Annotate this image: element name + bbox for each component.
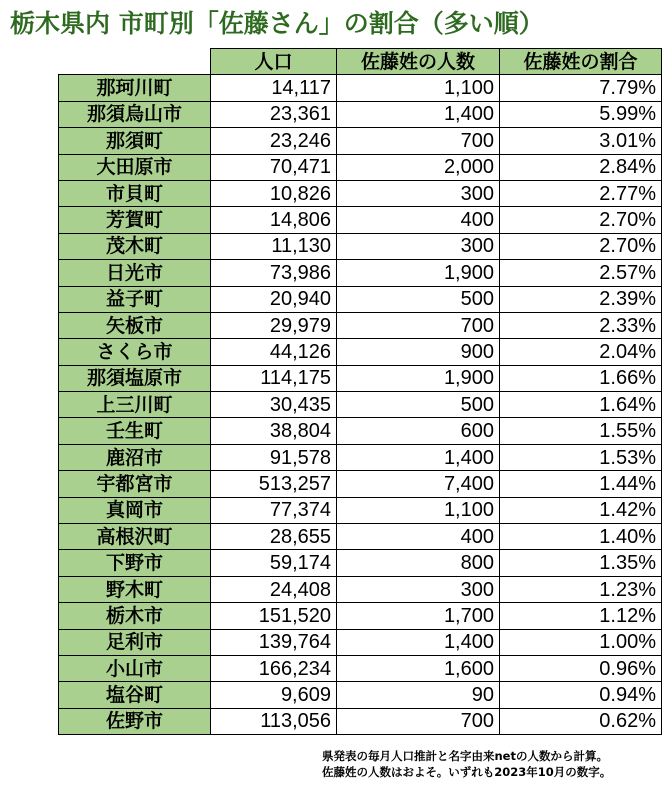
- population-cell: 14,806: [211, 207, 337, 233]
- sato-count-cell: 400: [337, 524, 500, 550]
- population-cell: 23,361: [211, 101, 337, 127]
- sato-count-cell: 600: [337, 418, 500, 444]
- sato-ratio-cell: 1.55%: [500, 418, 662, 444]
- sato-count-cell: 1,700: [337, 603, 500, 629]
- municipality-name: 益子町: [59, 286, 211, 312]
- sato-count-cell: 300: [337, 233, 500, 259]
- municipality-name: 佐野市: [59, 708, 211, 734]
- sato-ratio-cell: 2.33%: [500, 312, 662, 338]
- sato-ratio-cell: 2.77%: [500, 180, 662, 206]
- sato-count-cell: 2,000: [337, 154, 500, 180]
- sato-count-cell: 90: [337, 682, 500, 708]
- sato-ratio-cell: 1.23%: [500, 576, 662, 602]
- sato-ratio-cell: 1.12%: [500, 603, 662, 629]
- sato-count-cell: 1,900: [337, 365, 500, 391]
- sato-ratio-cell: 0.96%: [500, 655, 662, 681]
- municipality-name: 壬生町: [59, 418, 211, 444]
- table-row: [59, 682, 662, 708]
- population-cell: 10,826: [211, 180, 337, 206]
- municipality-name: 足利市: [59, 629, 211, 655]
- table-row: [59, 655, 662, 681]
- sato-count-cell: 700: [337, 128, 500, 154]
- sato-ratio-cell: 2.70%: [500, 233, 662, 259]
- municipality-name: 宇都宮市: [59, 471, 211, 497]
- sato-ratio-cell: 1.40%: [500, 524, 662, 550]
- population-cell: 73,986: [211, 260, 337, 286]
- sato-count-cell: 800: [337, 550, 500, 576]
- sato-ratio-cell: 1.66%: [500, 365, 662, 391]
- municipality-name: 鹿沼市: [59, 444, 211, 470]
- municipality-name: 那須塩原市: [59, 365, 211, 391]
- table-row: [59, 233, 662, 259]
- table-row: [59, 365, 662, 391]
- table-row: [59, 392, 662, 418]
- population-cell: 113,056: [211, 708, 337, 734]
- sato-ratio-cell: 3.01%: [500, 128, 662, 154]
- municipality-name: 茂木町: [59, 233, 211, 259]
- table-row: [59, 312, 662, 338]
- municipality-name: 野木町: [59, 576, 211, 602]
- header-corner: [59, 49, 211, 75]
- population-cell: 166,234: [211, 655, 337, 681]
- header-sato-ratio: 佐藤姓の割合: [500, 49, 662, 75]
- page-title: 栃木県内 市町別「佐藤さん」の割合（多い順）: [10, 9, 544, 38]
- municipality-name: 那須町: [59, 128, 211, 154]
- sato-ratio-cell: 2.84%: [500, 154, 662, 180]
- municipality-name: 塩谷町: [59, 682, 211, 708]
- municipality-name: 真岡市: [59, 497, 211, 523]
- population-cell: 30,435: [211, 392, 337, 418]
- population-cell: 77,374: [211, 497, 337, 523]
- sato-ratio-cell: 0.94%: [500, 682, 662, 708]
- sato-ratio-cell: 1.53%: [500, 444, 662, 470]
- municipality-name: 大田原市: [59, 154, 211, 180]
- population-cell: 14,117: [211, 75, 337, 101]
- population-cell: 29,979: [211, 312, 337, 338]
- sato-ratio-cell: 2.04%: [500, 339, 662, 365]
- population-cell: 513,257: [211, 471, 337, 497]
- population-cell: 28,655: [211, 524, 337, 550]
- table-row: [59, 339, 662, 365]
- table-row: [59, 497, 662, 523]
- sato-count-cell: 1,600: [337, 655, 500, 681]
- population-cell: 23,246: [211, 128, 337, 154]
- table-row: [59, 260, 662, 286]
- sato-ratio-table: [58, 48, 662, 735]
- municipality-name: 高根沢町: [59, 524, 211, 550]
- population-cell: 9,609: [211, 682, 337, 708]
- sato-count-cell: 700: [337, 312, 500, 338]
- municipality-name: 芳賀町: [59, 207, 211, 233]
- table-row: [59, 603, 662, 629]
- municipality-name: 下野市: [59, 550, 211, 576]
- footnote: [322, 748, 667, 780]
- municipality-name: 矢板市: [59, 312, 211, 338]
- table-row: [59, 629, 662, 655]
- municipality-name: 市貝町: [59, 180, 211, 206]
- footnote-line: 佐藤姓の人数はおよそ。いずれも2023年10月の数字。: [322, 765, 612, 779]
- table-row: [59, 180, 662, 206]
- sato-count-cell: 1,400: [337, 101, 500, 127]
- sato-ratio-cell: 1.42%: [500, 497, 662, 523]
- sato-ratio-cell: 5.99%: [500, 101, 662, 127]
- table-row: [59, 101, 662, 127]
- sato-ratio-cell: 1.00%: [500, 629, 662, 655]
- municipality-name: 日光市: [59, 260, 211, 286]
- table-header-row: [59, 49, 662, 75]
- population-cell: 91,578: [211, 444, 337, 470]
- municipality-name: 那珂川町: [59, 75, 211, 101]
- sato-count-cell: 500: [337, 392, 500, 418]
- sato-count-cell: 7,400: [337, 471, 500, 497]
- population-cell: 70,471: [211, 154, 337, 180]
- table-row: [59, 207, 662, 233]
- sato-count-cell: 500: [337, 286, 500, 312]
- table-row: [59, 576, 662, 602]
- table-row: [59, 418, 662, 444]
- population-cell: 151,520: [211, 603, 337, 629]
- sato-count-cell: 300: [337, 576, 500, 602]
- table-row: [59, 524, 662, 550]
- population-cell: 139,764: [211, 629, 337, 655]
- sato-count-cell: 400: [337, 207, 500, 233]
- population-cell: 11,130: [211, 233, 337, 259]
- table-row: [59, 128, 662, 154]
- municipality-name: さくら市: [59, 339, 211, 365]
- sato-count-cell: 1,100: [337, 497, 500, 523]
- table-row: [59, 75, 662, 101]
- municipality-name: 栃木市: [59, 603, 211, 629]
- population-cell: 38,804: [211, 418, 337, 444]
- sato-count-cell: 1,400: [337, 629, 500, 655]
- population-cell: 24,408: [211, 576, 337, 602]
- sato-count-cell: 700: [337, 708, 500, 734]
- sato-count-cell: 1,100: [337, 75, 500, 101]
- sato-ratio-cell: 1.35%: [500, 550, 662, 576]
- header-population: 人口: [211, 49, 337, 75]
- sato-ratio-cell: 7.79%: [500, 75, 662, 101]
- sato-ratio-cell: 2.57%: [500, 260, 662, 286]
- table-row: [59, 471, 662, 497]
- sato-count-cell: 900: [337, 339, 500, 365]
- sato-count-cell: 1,900: [337, 260, 500, 286]
- table-row: [59, 444, 662, 470]
- sato-ratio-cell: 2.39%: [500, 286, 662, 312]
- table-row: [59, 550, 662, 576]
- table-row: [59, 154, 662, 180]
- municipality-name: 那須烏山市: [59, 101, 211, 127]
- sato-ratio-cell: 0.62%: [500, 708, 662, 734]
- header-sato-count: 佐藤姓の人数: [337, 49, 500, 75]
- sato-count-cell: 300: [337, 180, 500, 206]
- sato-ratio-cell: 2.70%: [500, 207, 662, 233]
- population-cell: 20,940: [211, 286, 337, 312]
- population-cell: 44,126: [211, 339, 337, 365]
- table-row: [59, 708, 662, 734]
- table-row: [59, 286, 662, 312]
- sato-count-cell: 1,400: [337, 444, 500, 470]
- footnote-line: 県発表の毎月人口推計と名字由来netの人数から計算。: [322, 749, 608, 763]
- sato-ratio-cell: 1.64%: [500, 392, 662, 418]
- population-cell: 59,174: [211, 550, 337, 576]
- sato-ratio-cell: 1.44%: [500, 471, 662, 497]
- population-cell: 114,175: [211, 365, 337, 391]
- municipality-name: 上三川町: [59, 392, 211, 418]
- municipality-name: 小山市: [59, 655, 211, 681]
